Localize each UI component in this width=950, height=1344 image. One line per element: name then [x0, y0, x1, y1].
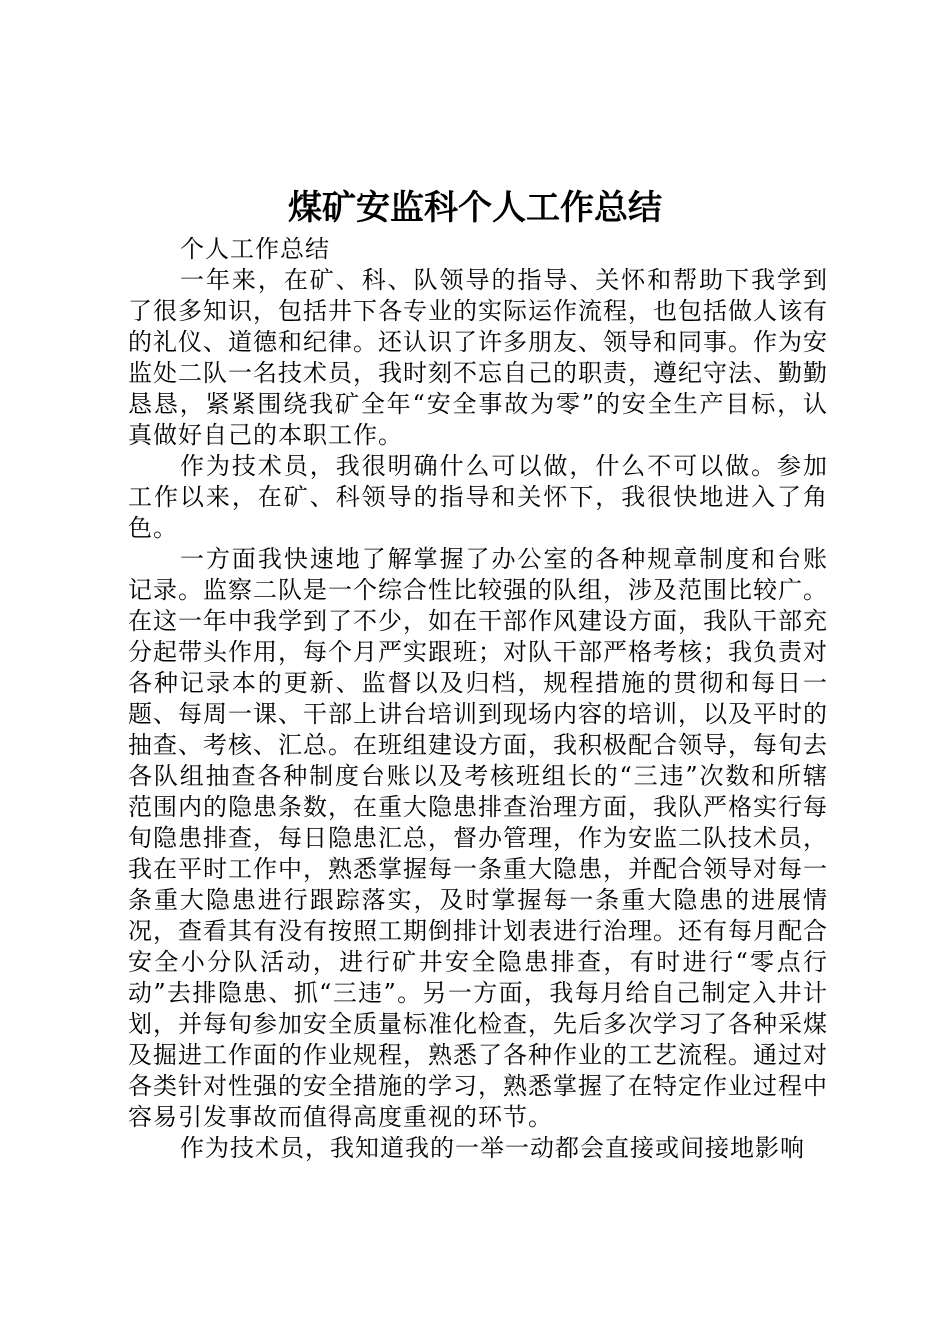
paragraph: 一年来，在矿、科、队领导的指导、关怀和帮助下我学到了很多知识，包括井下各专业的实际运作流程，也包括做人该有的礼仪、道德和纪律。还认识了许多朋友、领导和同事。作为安监处二队一名技术员，我时刻不忘自己的职责，遵纪守法、勤勤恳恳，紧紧围绕我矿全年“安全事故为零”的安全生产目标，认真做好自己的本职工作。	[128, 266, 828, 449]
document-title: 煤矿安监科个人工作总结	[288, 188, 662, 228]
document-body	[128, 234, 828, 1164]
paragraph-subtitle: 个人工作总结	[180, 235, 330, 263]
paragraph: 作为技术员，我知道我的一举一动都会直接或间接地影响	[180, 1134, 805, 1162]
paragraph: 一方面我快速地了解掌握了办公室的各种规章制度和台账记录。监察二队是一个综合性比较强的队组，涉及范围比较广。在这一年中我学到了不少，如在干部作风建设方面，我队干部充分起带头作用，每个月严实跟班；对队干部严格考核；我负责对各种记录本的更新、监督以及归档，规程措施的贯彻和每日一题、每周一课、干部上讲台培训到现场内容的培训，以及平时的抽查、考核、汇总。在班组建设方面，我积极配合领导，每旬去各队组抽查各种制度台账以及考核班组长的“三违”次数和所辖范围内的隐患条数，在重大隐患排查治理方面，我队严格实行每旬隐患排查，每日隐患汇总，督办管理，作为安监二队技术员，我在平时工作中，熟悉掌握每一条重大隐患，并配合领导对每一条重大隐患进行跟踪落实，及时掌握每一条重大隐患的进展情况，查看其有没有按照工期倒排计划表进行治理。还有每月配合安全小分队活动，进行矿井安全隐患排查，有时进行“零点行动”去排隐患、抓“三违”。另一方面，我每月给自己制定入井计划，并每旬参加安全质量标准化检查，先后多次学习了各种采煤及掘进工作面的作业规程，熟悉了各种作业的工艺流程。通过对各类针对性强的安全措施的学习，熟悉掌握了在特定作业过程中容易引发事故而值得高度重视的环节。	[128, 545, 828, 1131]
paragraph: 作为技术员，我很明确什么可以做，什么不可以做。参加工作以来，在矿、科领导的指导和关怀下，我很快地进入了角色。	[128, 452, 828, 542]
